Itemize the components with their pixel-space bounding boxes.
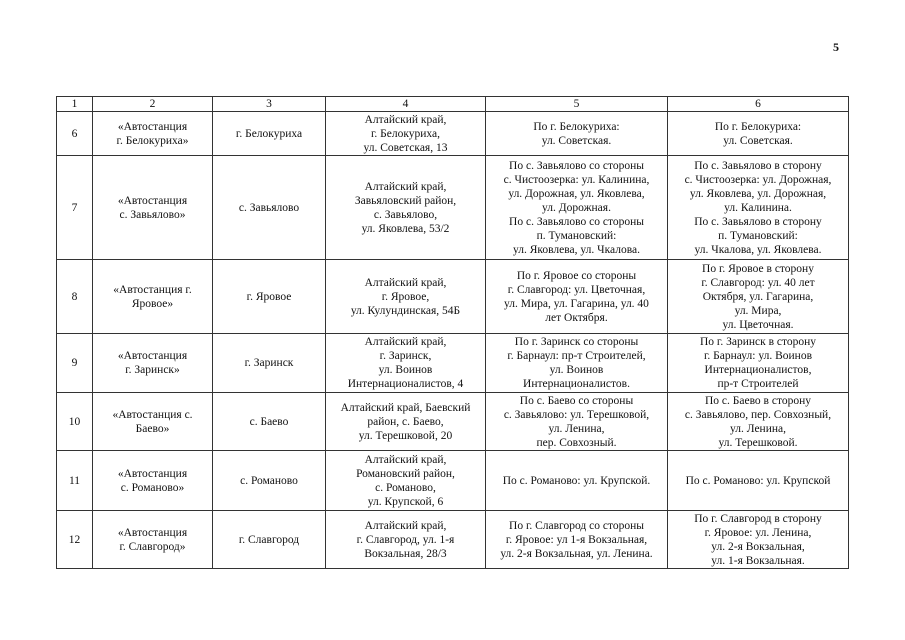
row-number-cell: 8 — [57, 260, 93, 334]
station-name-cell: «Автостанция г. Яровое» — [93, 260, 213, 334]
table-row — [57, 156, 849, 260]
column-header-1: 1 — [57, 97, 93, 112]
locality-cell: г. Славгород — [213, 511, 326, 569]
column-header-4: 4 — [326, 97, 486, 112]
route-inbound-cell: По с. Романово: ул. Крупской. — [486, 451, 668, 511]
table-row — [57, 334, 849, 393]
route-outbound-cell: По с. Завьялово в сторону с. Чистоозерка: ул. Дорожная, ул. Яковлева, ул. Дорожная, ул. Калинина. По с. Завьялово в сторону п. Тумановский: ул. Чкалова, ул. Яковлева. — [668, 156, 849, 260]
header-row — [57, 97, 849, 112]
station-name-cell: «Автостанция г. Заринск» — [93, 334, 213, 393]
address-cell: Алтайский край, г. Заринск, ул. Воинов Интернационалистов, 4 — [326, 334, 486, 393]
table-row — [57, 112, 849, 156]
address-cell: Алтайский край, Баевский район, с. Баево, ул. Терешковой, 20 — [326, 393, 486, 451]
row-number-cell: 12 — [57, 511, 93, 569]
column-header-2: 2 — [93, 97, 213, 112]
locality-cell: с. Баево — [213, 393, 326, 451]
route-inbound-cell: По г. Белокуриха: ул. Советская. — [486, 112, 668, 156]
column-header-6: 6 — [668, 97, 849, 112]
row-number-cell: 10 — [57, 393, 93, 451]
route-outbound-cell: По г. Заринск в сторону г. Барнаул: ул. Воинов Интернационалистов, пр-т Строителей — [668, 334, 849, 393]
column-header-3: 3 — [213, 97, 326, 112]
row-number-cell: 7 — [57, 156, 93, 260]
row-number-cell: 11 — [57, 451, 93, 511]
address-cell: Алтайский край, г. Славгород, ул. 1-я Вокзальная, 28/3 — [326, 511, 486, 569]
locality-cell: г. Заринск — [213, 334, 326, 393]
row-number-cell: 6 — [57, 112, 93, 156]
route-inbound-cell: По г. Славгород со стороны г. Яровое: ул 1-я Вокзальная, ул. 2-я Вокзальная, ул. Ленина. — [486, 511, 668, 569]
route-outbound-cell: По г. Белокуриха: ул. Советская. — [668, 112, 849, 156]
station-name-cell: «Автостанция с. Баево» — [93, 393, 213, 451]
route-inbound-cell: По г. Заринск со стороны г. Барнаул: пр-т Строителей, ул. Воинов Интернационалистов. — [486, 334, 668, 393]
route-outbound-cell: По г. Славгород в сторону г. Яровое: ул. Ленина, ул. 2-я Вокзальная, ул. 1-я Вокзальная. — [668, 511, 849, 569]
route-outbound-cell: По г. Яровое в сторону г. Славгород: ул. 40 лет Октября, ул. Гагарина, ул. Мира, ул. Цветочная. — [668, 260, 849, 334]
column-header-5: 5 — [486, 97, 668, 112]
page-number: 5 — [833, 40, 839, 54]
address-cell: Алтайский край, Завьяловский район, с. Завьялово, ул. Яковлева, 53/2 — [326, 156, 486, 260]
locality-cell: г. Белокуриха — [213, 112, 326, 156]
station-name-cell: «Автостанция г. Славгород» — [93, 511, 213, 569]
station-name-cell: «Автостанция с. Завьялово» — [93, 156, 213, 260]
locality-cell: г. Яровое — [213, 260, 326, 334]
address-cell: Алтайский край, Романовский район, с. Романово, ул. Крупской, 6 — [326, 451, 486, 511]
station-name-cell: «Автостанция г. Белокуриха» — [93, 112, 213, 156]
table-row — [57, 511, 849, 569]
table-row — [57, 260, 849, 334]
row-number-cell: 9 — [57, 334, 93, 393]
table-row — [57, 451, 849, 511]
locality-cell: с. Завьялово — [213, 156, 326, 260]
route-inbound-cell: По с. Баево со стороны с. Завьялово: ул. Терешковой, ул. Ленина, пер. Совхозный. — [486, 393, 668, 451]
address-cell: Алтайский край, г. Яровое, ул. Кулундинская, 54Б — [326, 260, 486, 334]
table-row — [57, 393, 849, 451]
route-outbound-cell: По с. Баево в сторону с. Завьялово, пер. Совхозный, ул. Ленина, ул. Терешковой. — [668, 393, 849, 451]
locality-cell: с. Романово — [213, 451, 326, 511]
route-inbound-cell: По г. Яровое со стороны г. Славгород: ул. Цветочная, ул. Мира, ул. Гагарина, ул. 40 лет Октября. — [486, 260, 668, 334]
bus-stations-table — [56, 96, 849, 569]
route-inbound-cell: По с. Завьялово со стороны с. Чистоозерка: ул. Калинина, ул. Дорожная, ул. Яковлева, ул. Дорожная. По с. Завьялово со стороны п. Тумановский: ул. Яковлева, ул. Чкалова. — [486, 156, 668, 260]
route-outbound-cell: По с. Романово: ул. Крупской — [668, 451, 849, 511]
station-name-cell: «Автостанция с. Романово» — [93, 451, 213, 511]
address-cell: Алтайский край, г. Белокуриха, ул. Советская, 13 — [326, 112, 486, 156]
